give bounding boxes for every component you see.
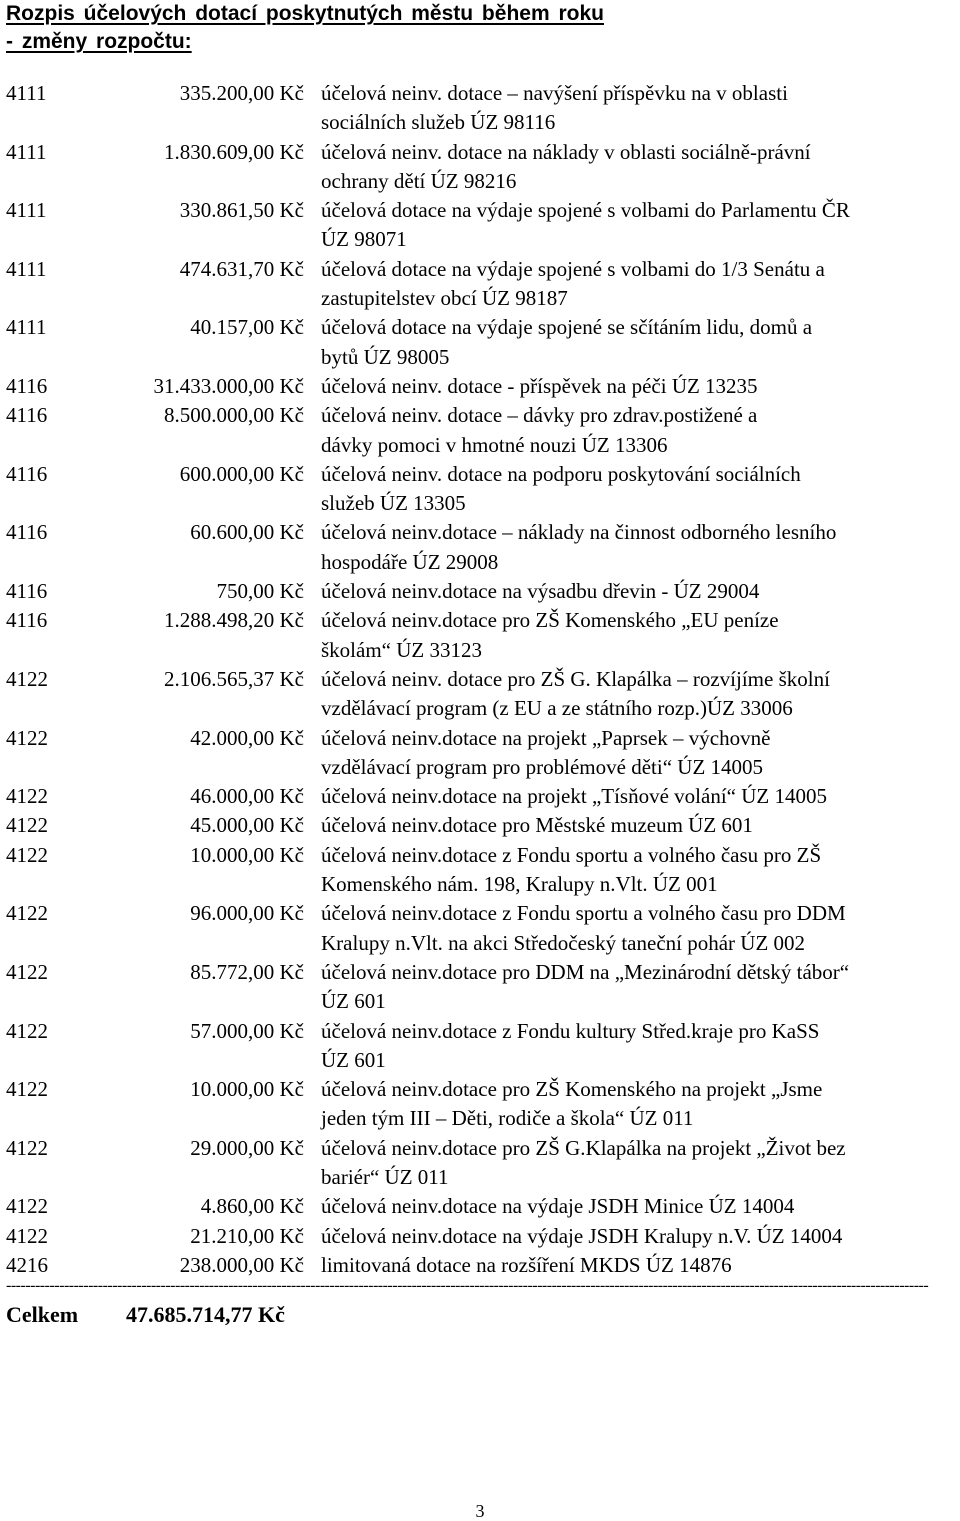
budget-item-code: 4122 — [6, 666, 48, 691]
subsidy-row — [0, 1017, 960, 1076]
total-label: Celkem — [6, 1302, 79, 1327]
subsidy-amount: 10.000,00 Kč — [190, 842, 304, 867]
budget-item-code: 4122 — [6, 1018, 48, 1043]
subsidy-row — [0, 606, 960, 665]
subsidy-description: účelová neinv.dotace pro ZŠ Komenského „EU peníze školám“ ÚZ 33123 — [321, 608, 779, 662]
subsidy-row — [0, 811, 960, 840]
budget-item-code: 4116 — [6, 608, 48, 633]
separator-line: ----------------------------------------------------------------------------------------------------------------------------------------------------------------------------------------------- — [6, 1277, 929, 1294]
subsidy-row — [0, 138, 960, 197]
budget-item-code: 4122 — [6, 725, 48, 750]
budget-item-code: 4122 — [6, 1223, 48, 1248]
subsidy-row — [0, 899, 960, 958]
subsidy-amount: 96.000,00 Kč — [190, 901, 304, 926]
subsidy-row — [0, 1134, 960, 1193]
subsidy-amount: 8.500.000,00 Kč — [164, 403, 304, 428]
subsidy-row — [0, 1222, 960, 1251]
budget-item-code: 4122 — [6, 901, 48, 926]
subsidy-amount: 1.830.609,00 Kč — [164, 139, 304, 164]
subsidy-amount: 238.000,00 Kč — [179, 1252, 304, 1277]
budget-item-code: 4111 — [6, 139, 47, 164]
subsidy-description: účelová neinv. dotace na náklady v oblasti sociálně-právní ochrany dětí ÚZ 98216 — [321, 139, 811, 193]
subsidy-description: účelová neinv. dotace na podporu poskytování sociálních služeb ÚZ 13305 — [321, 461, 801, 516]
subsidy-description: účelová dotace na výdaje spojené se sčítáním lidu, domů a bytů ÚZ 98005 — [321, 315, 813, 369]
page-number: 3 — [475, 1501, 485, 1521]
subsidy-description: limitovaná dotace na rozšíření MKDS ÚZ 14876 — [321, 1252, 732, 1277]
subsidy-row — [0, 665, 960, 724]
total-amount: 47.685.714,77 Kč — [126, 1302, 285, 1327]
subsidy-row — [0, 196, 960, 255]
budget-item-code: 4116 — [6, 461, 48, 486]
subsidy-row — [0, 255, 960, 314]
subsidy-amount: 750,00 Kč — [216, 579, 304, 604]
subsidy-amount: 60.600,00 Kč — [190, 520, 304, 545]
subsidy-amount: 31.433.000,00 Kč — [153, 373, 304, 398]
subsidy-description: účelová neinv.dotace pro ZŠ Komenského na projekt „Jsme jeden tým III – Děti, rodiče a škola“ ÚZ 011 — [321, 1077, 823, 1131]
heading-line-2: - změny rozpočtu: — [6, 30, 192, 53]
subsidy-amount: 330.861,50 Kč — [179, 198, 304, 223]
subsidy-row — [0, 577, 960, 606]
subsidy-description: účelová neinv. dotace pro ZŠ G. Klapálka – rozvíjíme školní vzdělávací program (z EU a ze státního rozp.)ÚZ 33006 — [321, 666, 830, 721]
subsidy-description: účelová neinv.dotace z Fondu sportu a volného času pro DDM Kralupy n.Vlt. na akci Středočeský taneční pohár ÚZ 002 — [321, 901, 846, 955]
budget-item-code: 4111 — [6, 315, 47, 340]
subsidy-list — [0, 79, 960, 1280]
subsidy-row — [0, 724, 960, 783]
subsidy-description: účelová neinv. dotace – navýšení příspěvku na v oblasti sociálních služeb ÚZ 98116 — [321, 81, 788, 135]
subsidy-amount: 85.772,00 Kč — [190, 959, 304, 984]
budget-item-code: 4111 — [6, 198, 47, 223]
subsidy-amount: 600.000,00 Kč — [179, 461, 304, 486]
subsidy-description: účelová neinv.dotace z Fondu sportu a volného času pro ZŠ Komenského nám. 198, Kralupy n.Vlt. ÚZ 001 — [321, 842, 822, 897]
subsidy-row — [0, 841, 960, 900]
budget-item-code: 4116 — [6, 579, 48, 604]
budget-item-code: 4122 — [6, 842, 48, 867]
subsidy-row — [0, 1192, 960, 1221]
budget-item-code: 4111 — [6, 256, 47, 281]
subsidy-row — [0, 1251, 960, 1280]
subsidy-amount: 4.860,00 Kč — [200, 1194, 304, 1219]
budget-item-code: 4216 — [6, 1252, 48, 1277]
budget-item-code: 4122 — [6, 784, 48, 809]
subsidy-description: účelová neinv. dotace – dávky pro zdrav.postižené a dávky pomoci v hmotné nouzi ÚZ 13306 — [321, 403, 758, 457]
document-heading — [6, 0, 604, 56]
subsidy-row — [0, 79, 960, 138]
subsidy-row — [0, 372, 960, 401]
subsidy-description: účelová dotace na výdaje spojené s volbami do 1/3 Senátu a zastupitelstev obcí ÚZ 98187 — [321, 256, 825, 311]
subsidy-description: účelová neinv.dotace pro Městské muzeum ÚZ 601 — [321, 813, 753, 838]
subsidy-description: účelová neinv.dotace – náklady na činnost odborného lesního hospodáře ÚZ 29008 — [321, 520, 837, 574]
budget-item-code: 4116 — [6, 403, 48, 428]
budget-item-code: 4122 — [6, 959, 48, 984]
subsidy-amount: 1.288.498,20 Kč — [164, 608, 304, 633]
total-row — [6, 1300, 285, 1330]
subsidy-amount: 474.631,70 Kč — [179, 256, 304, 281]
subsidy-amount: 45.000,00 Kč — [190, 813, 304, 838]
subsidy-row — [0, 460, 960, 519]
subsidy-amount: 21.210,00 Kč — [190, 1223, 304, 1248]
subsidy-amount: 2.106.565,37 Kč — [164, 666, 304, 691]
subsidy-description: účelová neinv.dotace z Fondu kultury Střed.kraje pro KaSS ÚZ 601 — [321, 1018, 820, 1072]
subsidy-row — [0, 782, 960, 811]
subsidy-description: účelová neinv.dotace na projekt „Paprsek – výchovně vzdělávací program pro problémové děti“ ÚZ 14005 — [321, 725, 771, 779]
subsidy-amount: 29.000,00 Kč — [190, 1135, 304, 1160]
subsidy-description: účelová neinv.dotace pro DDM na „Mezinárodní dětský tábor“ ÚZ 601 — [321, 959, 850, 1014]
subsidy-row — [0, 1075, 960, 1134]
subsidy-amount: 46.000,00 Kč — [190, 784, 304, 809]
subsidy-amount: 10.000,00 Kč — [190, 1077, 304, 1102]
subsidy-description: účelová neinv.dotace na výdaje JSDH Minice ÚZ 14004 — [321, 1194, 795, 1219]
subsidy-amount: 40.157,00 Kč — [190, 315, 304, 340]
budget-item-code: 4122 — [6, 1077, 48, 1102]
budget-item-code: 4122 — [6, 813, 48, 838]
budget-item-code: 4122 — [6, 1135, 48, 1160]
subsidy-row — [0, 958, 960, 1017]
subsidy-row — [0, 313, 960, 372]
subsidy-amount: 57.000,00 Kč — [190, 1018, 304, 1043]
subsidy-amount: 42.000,00 Kč — [190, 725, 304, 750]
subsidy-amount: 335.200,00 Kč — [179, 81, 304, 105]
budget-item-code: 4122 — [6, 1194, 48, 1219]
subsidy-row — [0, 401, 960, 460]
subsidy-description: účelová neinv.dotace pro ZŠ G.Klapálka na projekt „Život bez bariér“ ÚZ 011 — [321, 1135, 846, 1189]
budget-item-code: 4116 — [6, 373, 48, 398]
budget-item-code: 4116 — [6, 520, 48, 545]
subsidy-description: účelová neinv.dotace na výsadbu dřevin - ÚZ 29004 — [321, 579, 760, 604]
subsidy-description: účelová neinv.dotace na výdaje JSDH Kralupy n.V. ÚZ 14004 — [321, 1223, 843, 1248]
budget-item-code: 4111 — [6, 81, 47, 105]
subsidy-description: účelová dotace na výdaje spojené s volbami do Parlamentu ČR ÚZ 98071 — [321, 198, 850, 252]
subsidy-row — [0, 518, 960, 577]
subsidy-description: účelová neinv.dotace na projekt „Tísňové volání“ ÚZ 14005 — [321, 784, 827, 809]
heading-line-1: Rozpis účelových dotací poskytnutých městu během roku — [6, 2, 604, 25]
subsidy-description: účelová neinv. dotace - příspěvek na péči ÚZ 13235 — [321, 373, 758, 398]
